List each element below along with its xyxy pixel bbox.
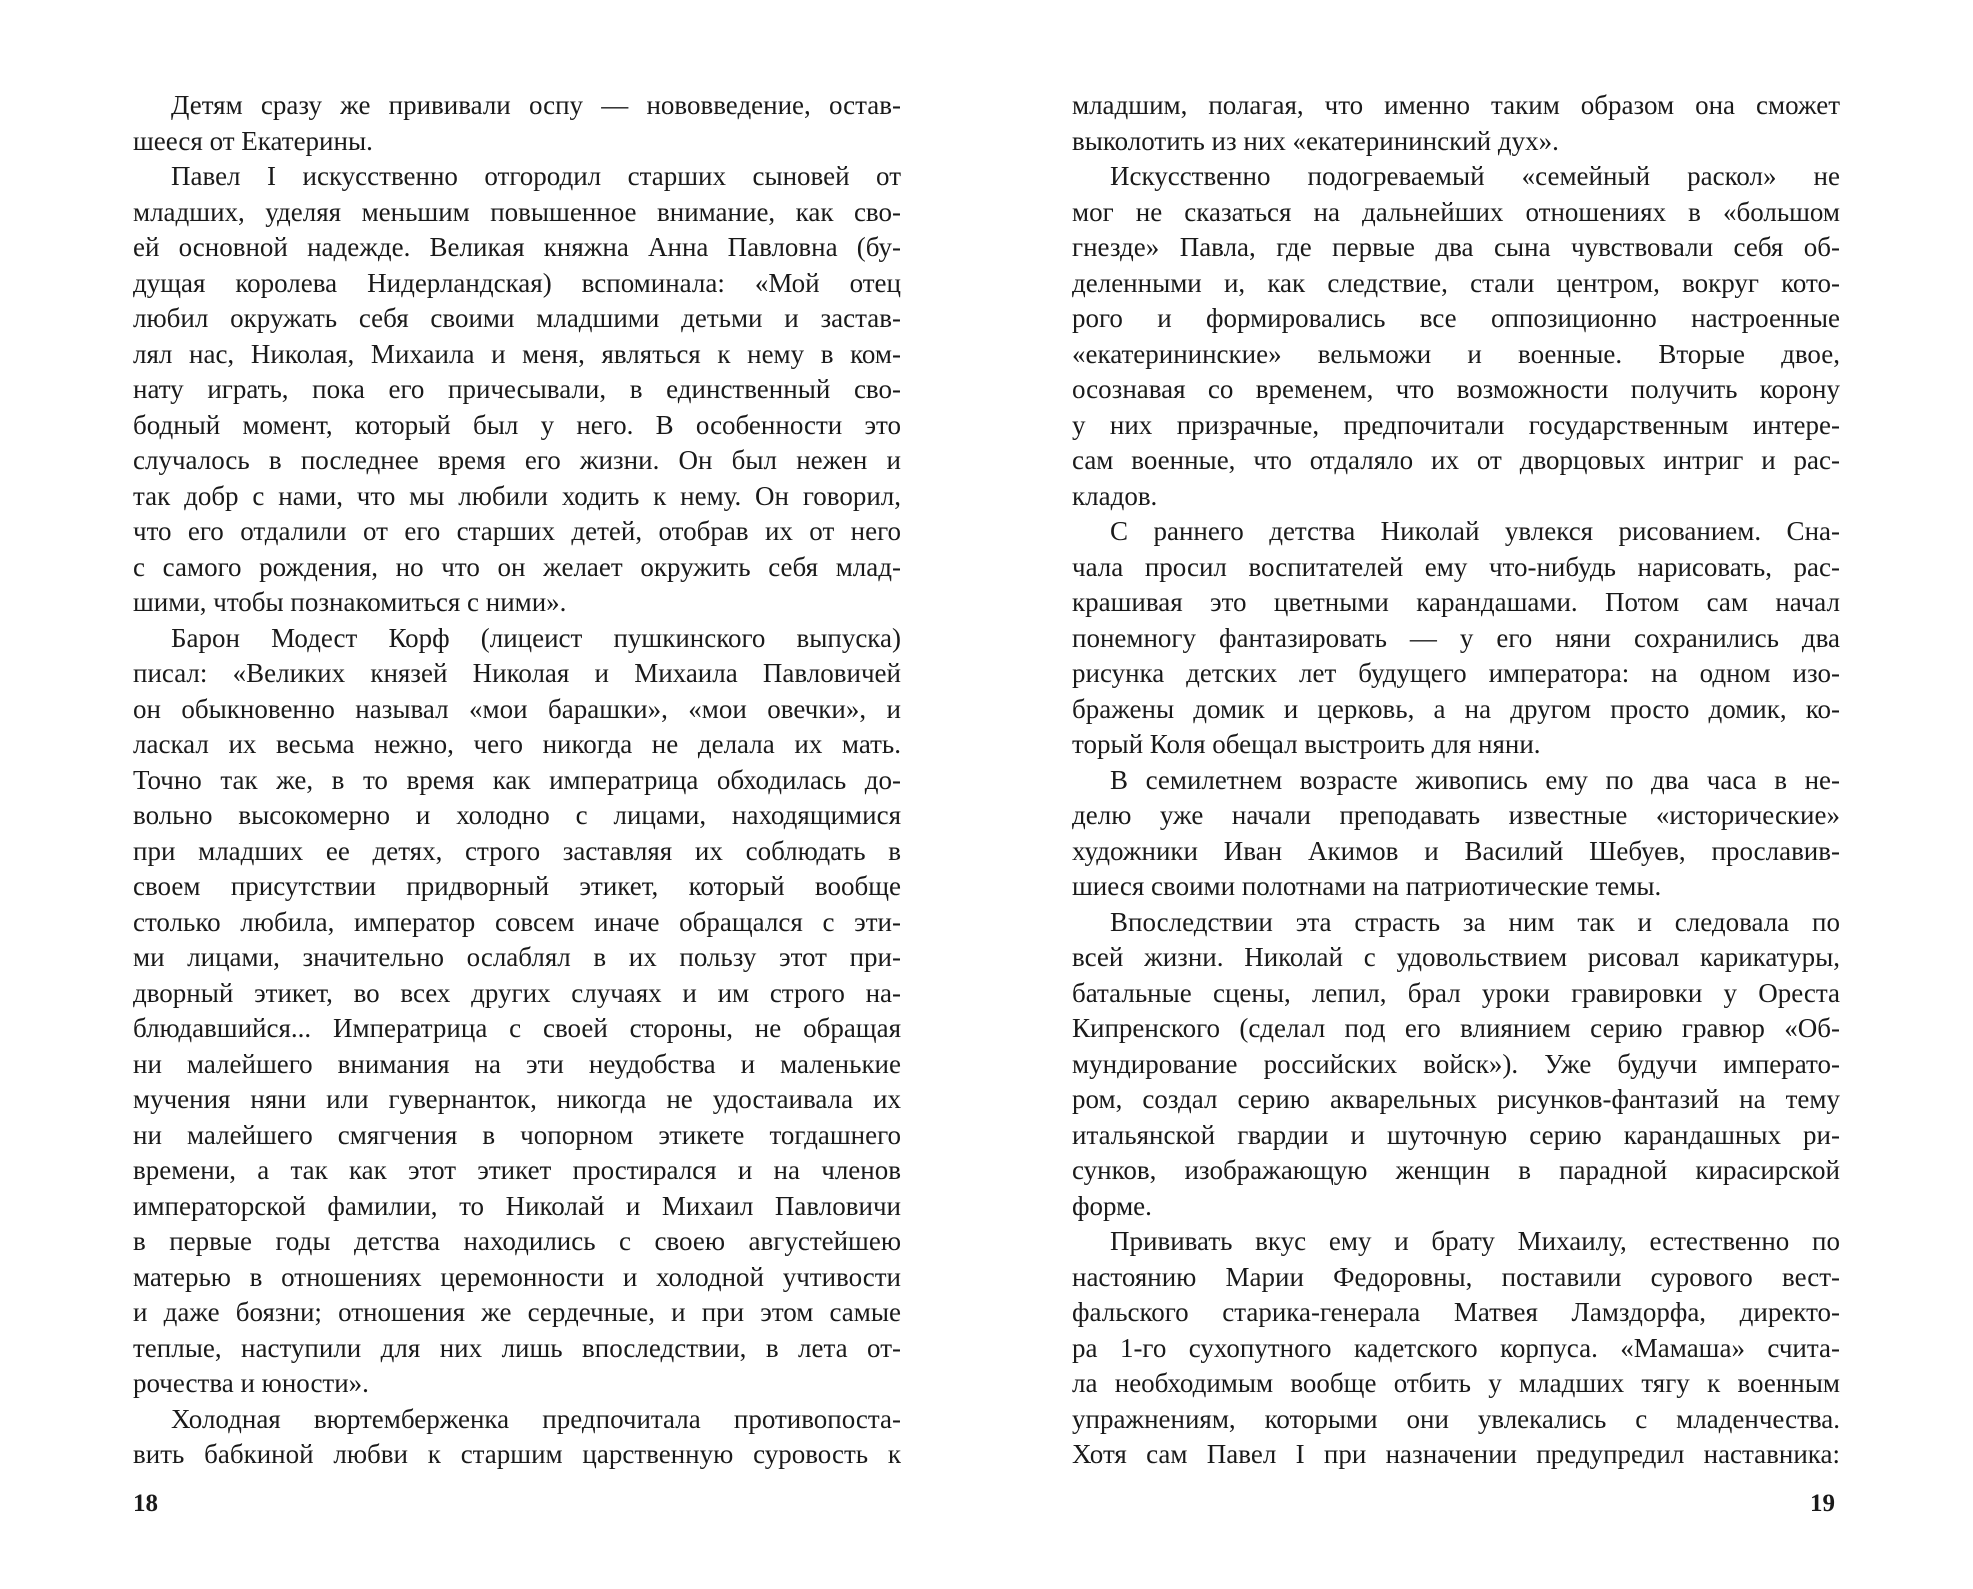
text-line: ни малейшего смягчения в чопорном этикете тогдашнего [133,1119,901,1150]
text-line: батальные сцены, лепил, брал уроки гравировки у Ореста [1072,977,1840,1008]
text-line: делю уже начали преподавать известные «исторические» [1072,800,1840,830]
text-line: сунков, изображающую женщин в парадной кирасирской [1072,1155,1840,1185]
left-page-number: 18 [133,1490,158,1517]
text-line: выколотить из них «екатерининский дух». [1072,125,1559,156]
text-line: своем присутствии придворный этикет, который вообще [133,871,901,901]
text-line: младших, уделяя меньшим повышенное внимание, как сво- [133,196,901,227]
text-line: шими, чтобы познакомиться с ними». [133,587,567,617]
text-line: мучения няни или гувернанток, никогда не удостаивала их [133,1084,901,1114]
text-block [1072,88,1840,1473]
text-line: шиеся своими полотнами на патриотические темы. [1072,871,1662,901]
text-line: кладов. [1072,480,1158,511]
text-line: случалось в последнее время его жизни. Он был нежен и [133,445,901,475]
text-line: Точно так же, в то время как императрица обходилась до- [133,764,901,795]
text-line: бражены домик и церковь, а на другом просто домик, ко- [1072,693,1840,724]
text-line: форме. [1072,1190,1152,1221]
text-line: лял нас, Николая, Михаила и меня, являться к нему в ком- [133,338,901,369]
text-line: рочества и юности». [133,1368,369,1398]
text-line: Прививать вкус ему и брату Михаилу, естественно по [1110,1226,1840,1256]
text-line: вить бабкиной любви к старшим царственную суровость к [133,1439,901,1469]
text-line: рисунка детских лет будущего императора: на одном изо- [1072,658,1840,688]
text-line: мундирование российских войск»). Уже будучи императо- [1072,1048,1840,1079]
text-line: любил окружать себя своими младшими детьми и застав- [133,303,901,333]
text-line: блюдавшийся... Императрица с своей стороны, не обращая [133,1013,901,1043]
text-line: «екатерининские» вельможи и военные. Вторые двое, [1072,338,1840,369]
text-line: в первые годы детства находились с своею августейшею [133,1226,901,1256]
text-line: у них призрачные, предпочитали государственным интере- [1072,409,1840,440]
text-line: дущая королева Нидерландская) вспоминала: «Мой отец [133,267,901,298]
text-line: гнезде» Павла, где первые два сына чувствовали себя об- [1072,232,1840,262]
text-line: нату играть, пока его причесывали, в единственный сво- [133,374,901,404]
text-line: времени, а так как этот этикет простирался и на членов [133,1155,901,1185]
text-line: столько любила, император совсем иначе обращался с эти- [133,906,901,937]
text-line: всей жизни. Николай с удовольствием рисовал карикатуры, [1072,942,1840,972]
text-line: Впоследствии эта страсть за ним так и следовала по [1110,906,1840,937]
text-line: шееся от Екатерины. [133,125,373,156]
text-line: он обыкновенно называл «мои барашки», «мои овечки», и [133,693,901,724]
text-line: осознавая со временем, что возможности получить корону [1072,374,1840,404]
text-block [133,88,901,1473]
text-line: писал: «Великих князей Николая и Михаила Павловичей [133,658,901,688]
text-line: настоянию Марии Федоровны, поставили сурового вест- [1072,1261,1840,1292]
text-line: Барон Модест Корф (лицеист пушкинского выпуска) [171,622,901,653]
text-line: итальянской гвардии и шуточную серию карандашных ри- [1072,1119,1840,1150]
text-line: мог не сказаться на дальнейших отношениях в «большом [1072,196,1840,227]
text-line: Холодная вюртемберженка предпочитала противопоста- [171,1403,901,1434]
text-line: Искусственно подогреваемый «семейный раскол» не [1110,161,1840,191]
text-line: фальского старика-генерала Матвея Ламздорфа, директо- [1072,1297,1840,1327]
text-line: торый Коля обещал выстроить для няни. [1072,729,1541,759]
text-line: ра 1-го сухопутного кадетского корпуса. «Мамаша» счита- [1072,1332,1840,1363]
text-line: императорской фамилии, то Николай и Михаил Павловичи [133,1190,901,1221]
text-line: Павел I искусственно отгородил старших сыновей от [171,161,901,191]
text-line: сам военные, что отдаляло их от дворцовых интриг и рас- [1072,445,1840,475]
text-line: ла необходимым вообще отбить у младших тягу к военным [1072,1368,1840,1398]
text-line: ми лицами, значительно ослаблял в их пользу этот при- [133,942,901,972]
text-line: ласкал их весьма нежно, чего никогда не делала их мать. [133,729,901,759]
text-line: С раннего детства Николай увлекся рисованием. Сна- [1110,516,1840,546]
left-page-text [133,88,901,1473]
text-line: что его отдалили от его старших детей, отобрав их от него [133,516,901,546]
text-line: деленными и, как следствие, стали центром, вокруг кото- [1072,267,1840,298]
text-line: Детям сразу же прививали оспу — нововведение, остав- [171,90,901,120]
text-line: понемногу фантазировать — у его няни сохранились два [1072,622,1840,653]
text-line: теплые, наступили для них лишь впоследствии, в лета от- [133,1332,901,1363]
text-line: вольно высокомерно и холодно с лицами, находящимися [133,800,901,830]
text-line: рого и формировались все оппозиционно настроенные [1072,303,1840,333]
text-line: художники Иван Акимов и Василий Шебуев, прославив- [1072,835,1840,866]
text-line: при младших ее детях, строго заставляя их соблюдать в [133,835,901,866]
text-line: бодный момент, который был у него. В особенности это [133,409,901,440]
text-line: Хотя сам Павел I при назначении предупредил наставника: [1072,1439,1840,1469]
text-line: и даже боязни; отношения же сердечные, и при этом самые [133,1297,901,1327]
text-line: дворный этикет, во всех других случаях и им строго на- [133,977,901,1008]
text-line: Кипренского (сделал под его влиянием серию гравюр «Об- [1072,1013,1840,1043]
right-page-number: 19 [1810,1490,1835,1517]
text-line: с самого рождения, но что он желает окружить себя млад- [133,551,901,582]
right-page-text [1072,88,1840,1473]
text-line: крашивая это цветными карандашами. Потом сам начал [1072,587,1840,617]
text-line: младшим, полагая, что именно таким образом она сможет [1072,90,1840,120]
text-line: чала просил воспитателей ему что-нибудь нарисовать, рас- [1072,551,1840,582]
text-line: ей основной надежде. Великая княжна Анна Павловна (бу- [133,232,901,262]
text-line: матерью в отношениях церемонности и холодной учтивости [133,1261,901,1292]
text-line: упражнениям, которыми они увлекались с младенчества. [1072,1403,1840,1434]
text-line: В семилетнем возрасте живопись ему по два часа в не- [1110,764,1840,795]
text-line: ни малейшего внимания на эти неудобства и маленькие [133,1048,901,1079]
text-line: так добр с нами, что мы любили ходить к нему. Он говорил, [133,480,901,511]
text-line: ром, создал серию акварельных рисунков-фантазий на тему [1072,1084,1840,1114]
